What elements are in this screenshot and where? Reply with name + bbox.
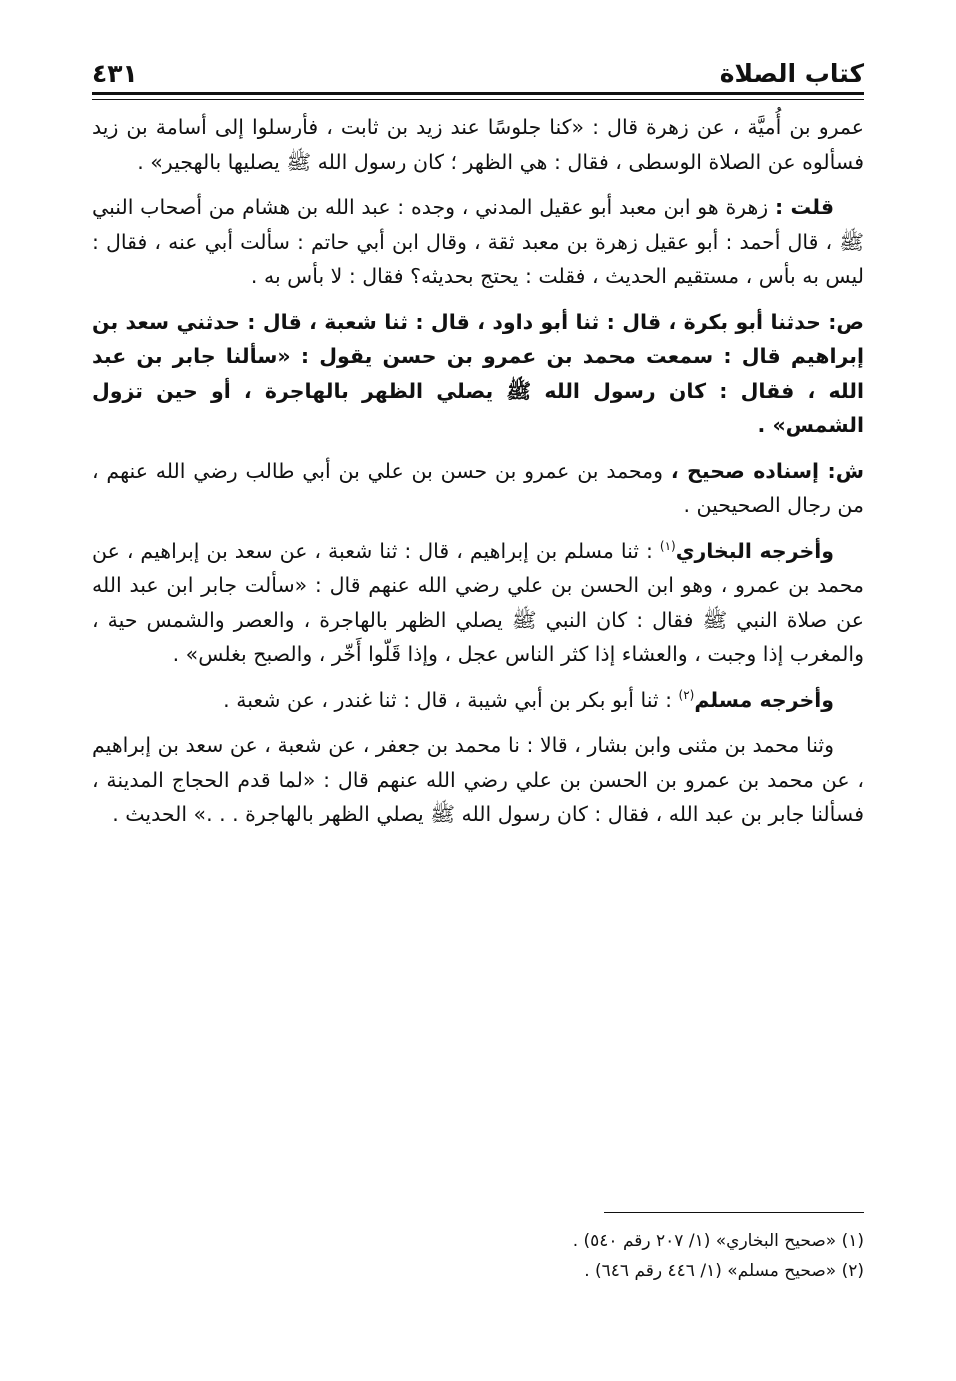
paragraph	[92, 190, 864, 294]
paragraph	[92, 683, 864, 718]
footnotes	[92, 1226, 864, 1286]
paragraph	[92, 305, 864, 443]
footnote: (٢) «صحيح مسلم» (١/ ٤٤٦ رقم ٦٤٦) .	[584, 1261, 864, 1281]
chapter-title: كتاب الصلاة	[719, 59, 864, 88]
paragraph	[92, 534, 864, 672]
paragraph-text: وثنا محمد بن مثنى وابن بشار ، قالا : نا محمد بن جعفر ، عن شعبة ، عن سعد بن إبراهيم ، عن محمد بن عمرو بن الحسن بن علي رضي الله عنهم قال : «لما قدم الحجاج المدينة ، فسألنا جابر بن عبد الله ، فقال : كان رسول الله ﷺ يصلي الظهر بالهاجرة . . .» الحديث .	[92, 733, 864, 826]
header-rule-thick	[92, 92, 864, 95]
footnote-ref[interactable]: (١)	[659, 538, 676, 553]
footnote-ref[interactable]: (٢)	[678, 687, 695, 702]
paragraph-lead: ش: إسناده صحيح ،	[670, 458, 864, 483]
paragraph-text: : ثنا مسلم بن إبراهيم ، قال : ثنا شعبة ، عن سعد بن إبراهيم ، عن محمد بن عمرو ، وهو ابن الحسن بن علي رضي الله عنهم قال : «سألت جابر ابن عبد الله عن صلاة النبي ﷺ فقال : كان النبي ﷺ يصلي الظهر بالهاجرة ، والعصر والشمس حية ، والمغرب إذا وجبت ، والعشاء إذا كثر الناس عجل ، وإذا قَلّوا أَخّر ، والصبح بغلس» .	[92, 538, 864, 666]
paragraph-lead: قلت :	[774, 195, 835, 219]
paragraph	[92, 454, 864, 523]
page-header	[92, 40, 864, 88]
footnote-separator	[604, 1212, 864, 1213]
main-text	[92, 110, 864, 843]
paragraph-text: ص: حدثنا أبو بكرة ، قال : ثنا أبو داود ، قال : ثنا شعبة ، قال : حدثني سعد بن إبراهيم قال : سمعت محمد بن عمرو بن حسن يقول : «سألنا جابر بن عبد الله ، فقال : كان رسول الله ﷺ يصلي الظهر بالهاجرة ، أو حين تزول الشمس» .	[92, 309, 864, 437]
paragraph-text: : ثنا أبو بكر بن أبي شيبة ، قال : ثنا غندر ، عن شعبة .	[223, 687, 679, 712]
paragraph-text: ومحمد بن عمرو بن حسن بن علي بن أبي طالب رضي الله عنهم ، من رجال الصحيحين .	[92, 458, 864, 517]
paragraph-text: زهرة هو ابن معبد أبو عقيل المدني ، وجده : عبد الله بن هشام من أصحاب النبي ﷺ ، قال أحمد : أبو عقيل زهرة بن معبد ثقة ، وقال ابن أبي حاتم : سألت أبي عنه ، فقال : ليس به بأس ، مستقيم الحديث ، فقلت : يحتج بحديثه؟ فقال : لا بأس به .	[92, 195, 864, 288]
paragraph	[92, 110, 864, 179]
header-rule-thin	[92, 99, 864, 100]
page-number: ٤٣١	[92, 59, 138, 88]
paragraph-text: عمرو بن أُميَّة ، عن زهرة قال : «كنا جلوسًا عند زيد بن ثابت ، فأرسلوا إلى أسامة بن زيد فسألوه عن الصلاة الوسطى ، فقال : هي الظهر ؛ كان رسول الله ﷺ يصليها بالهجير» .	[92, 115, 864, 174]
paragraph-lead: وأخرجه البخاري	[675, 538, 834, 563]
paragraph-lead: وأخرجه مسلم	[694, 687, 834, 712]
paragraph	[92, 728, 864, 832]
footnote: (١) «صحيح البخاري» (١/ ٢٠٧ رقم ٥٤٠) .	[572, 1231, 864, 1251]
